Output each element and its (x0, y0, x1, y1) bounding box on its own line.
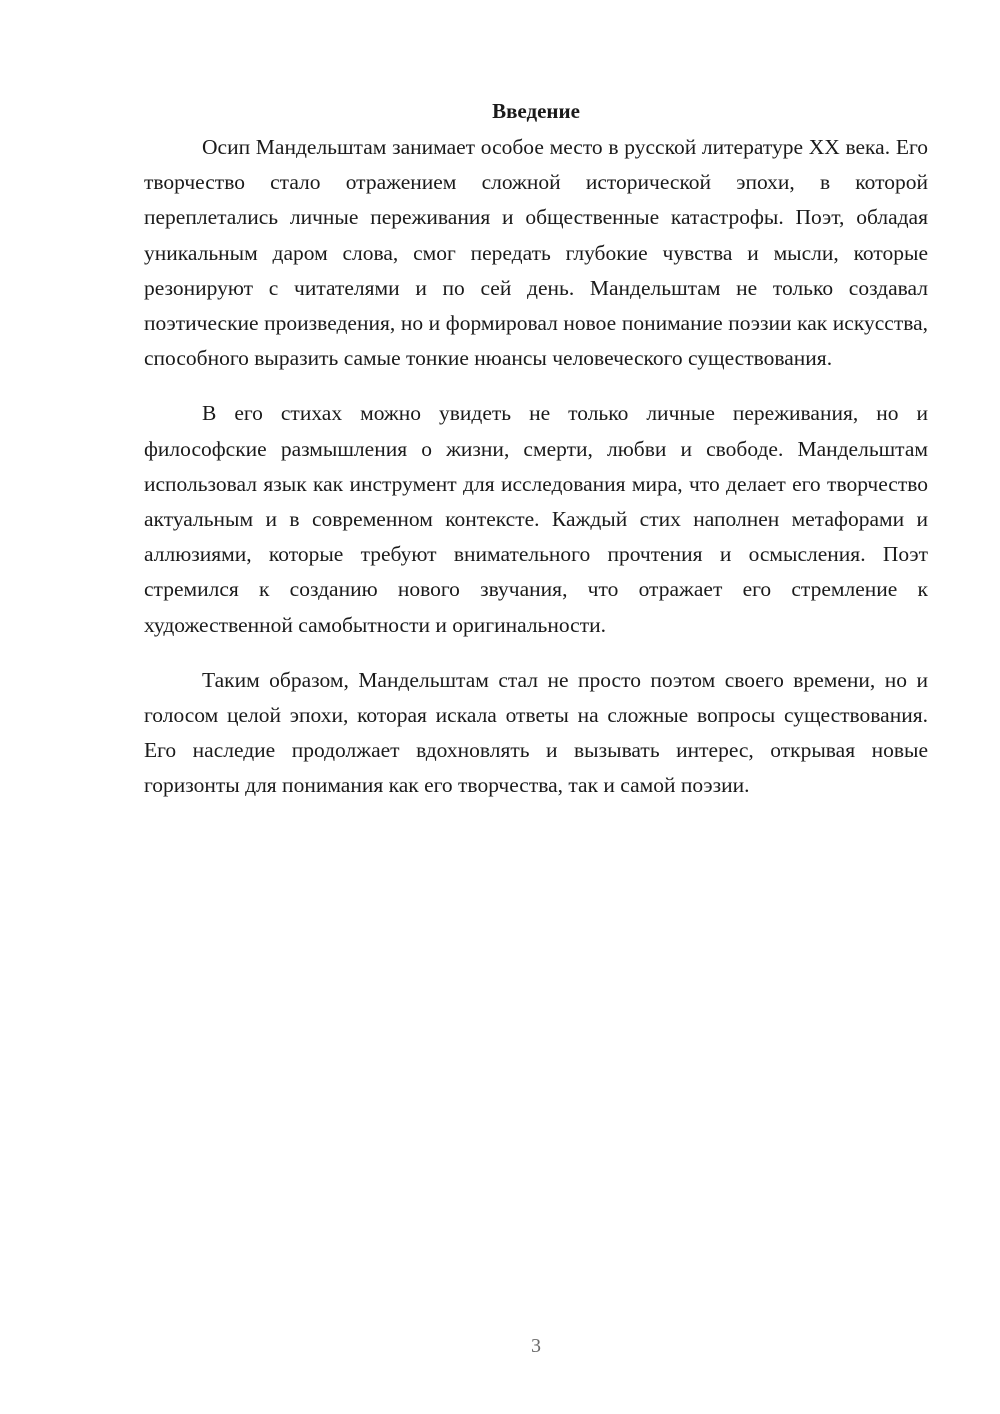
page-content (144, 96, 928, 824)
paragraph-intro: Осип Мандельштам занимает особое место в русской литературе XX века. Его творчество стало отражением сложной исторической эпохи, в которой переплетались личные переживания и общественные катастрофы. Поэт, обладая уникальным даром слова, смог передать глубокие чувства и мысли, которые резонируют с читателями и по сей день. Мандельштам не только создавал поэтические произведения, но и формировал новое понимание поэзии как искусства, способного выразить самые тонкие нюансы человеческого существования. (144, 135, 928, 371)
paragraph-themes: В его стихах можно увидеть не только личные переживания, но и философские размышления о жизни, смерти, любви и свободе. Мандельштам использовал язык как инструмент для исследования мира, что делает его творчество актуальным и в современном контексте. Каждый стих наполнен метафорами и аллюзиями, которые требуют внимательного прочтения и осмысления. Поэт стремился к созданию нового звучания, что отражает его стремление к художественной самобытности и оригинальности. (144, 401, 928, 637)
section-title: Введение (492, 99, 580, 123)
paragraph-conclusion: Таким образом, Мандельштам стал не просто поэтом своего времени, но и голосом целой эпохи, которая искала ответы на сложные вопросы существования. Его наследие продолжает вдохновлять и вызывать интерес, открывая новые горизонты для понимания как его творчества, так и самой поэзии. (144, 667, 928, 798)
page-number: 3 (531, 1335, 541, 1357)
